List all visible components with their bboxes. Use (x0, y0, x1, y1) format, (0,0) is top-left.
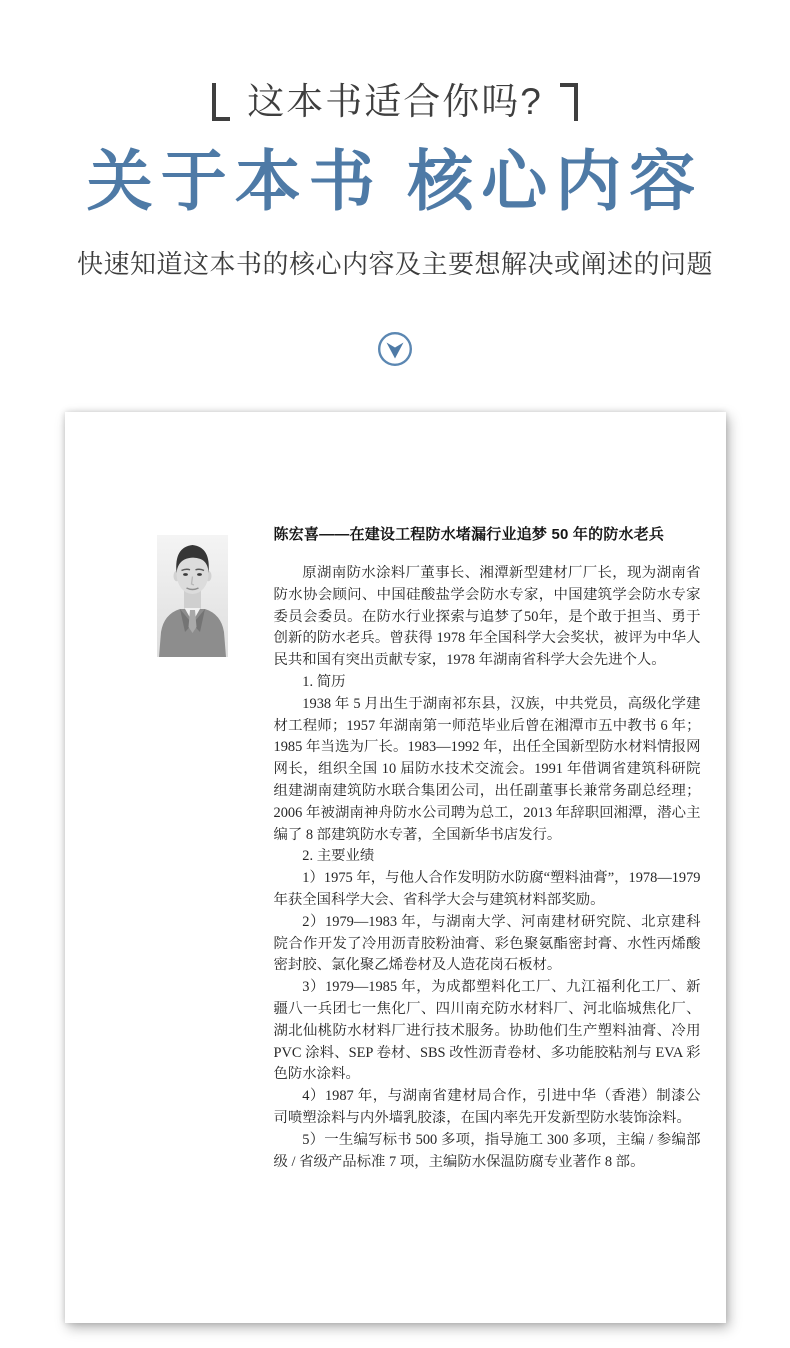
portrait-photo-icon (157, 535, 228, 657)
bio-text-column (274, 524, 701, 1173)
bio-title: 陈宏喜——在建设工程防水堵漏行业追梦 50 年的防水老兵 (273, 526, 665, 543)
section-main-title: 关于本书 核心内容 (86, 146, 704, 219)
bio-section-heading: 1. 简历 (302, 673, 346, 690)
section-subtitle: 快速知道这本书的核心内容及主要想解决或阐述的问题 (76, 249, 713, 279)
right-corner-bracket-icon (560, 83, 578, 121)
bio-list-item: 2）1979—1983 年，与湖南大学、河南建材研究院、北京建科院合作开发了冷用沥青胶粉油膏、彩色聚氨酯密封膏、水性丙烯酸密封胶、氯化聚乙烯卷材及人造花岗石板材。 (273, 913, 701, 974)
bio-paragraph: 原湖南防水涂料厂董事长、湘潭新型建材厂厂长，现为湖南省防水协会顾问、中国硅酸盐学会防水专家，中国建筑学会防水专家委员会委员。在防水行业探索与追梦了50年，是个敢于担当、勇于创新的防水老兵。曾获得 1978 年全国科学大会奖状，被评为中华人民共和国有突出贡献专家，1978 年湖南省科学大会先进个人。 (273, 565, 701, 669)
promo-header (0, 80, 790, 367)
bio-paragraph: 1938 年 5 月出生于湖南祁东县，汉族，中共党员，高级化学建材工程师；1957 年湖南第一师范毕业后曾在湘潭市五中教书 6 年；1985 年当选为厂长。1983—1992 年，出任全国新型防水材料情报网网长，组织全国 10 届防水技术交流会。1991 年借调省建筑科研院组建湖南建筑防水联合集团公司，出任副董事长兼常务副总经理；2006 年被湖南神舟防水公司聘为总工，2013 年辞职回湘潭，潜心主编了 8 部建筑防水专著，全国新华书店发行。 (273, 695, 701, 843)
bio-list-item: 4）1987 年，与湖南省建材局合作，引进中华（香港）制漆公司喷塑涂料与内外墙乳胶漆，在国内率先开发新型防水装饰涂料。 (273, 1088, 701, 1126)
bio-list-item: 1）1975 年，与他人合作发明防水防腐“塑料油膏”，1978—1979 年获全国科学大会、省科学大会与建筑材料部奖励。 (273, 870, 701, 908)
author-photo (157, 535, 228, 657)
bio-section-heading: 2. 主要业绩 (302, 848, 375, 865)
bio-list-item: 3）1979—1985 年，为成都塑料化工厂、九江福利化工厂、新疆八一兵团七一焦化厂、四川南充防水材料厂、河北临城焦化厂、湖北仙桃防水材料厂进行技术服务。协助他们生产塑料油膏、冷用 PVC 涂料、SEP 卷材、SBS 改性沥青卷材、多功能胶粘剂与 EVA 彩色防水涂料。 (273, 979, 701, 1083)
bracket-title-row (0, 80, 790, 124)
left-corner-bracket-icon (212, 83, 230, 121)
chevron-down-circle-icon (377, 331, 413, 367)
scroll-indicator (0, 331, 790, 367)
bracket-title: 这本书适合你吗? (247, 81, 543, 122)
book-page-card (65, 412, 726, 1323)
bio-list-item: 5）一生编写标书 500 多项，指导施工 300 多项，主编 / 参编部级 / 省级产品标准 7 项，主编防水保温防腐专业著作 8 部。 (273, 1131, 701, 1170)
